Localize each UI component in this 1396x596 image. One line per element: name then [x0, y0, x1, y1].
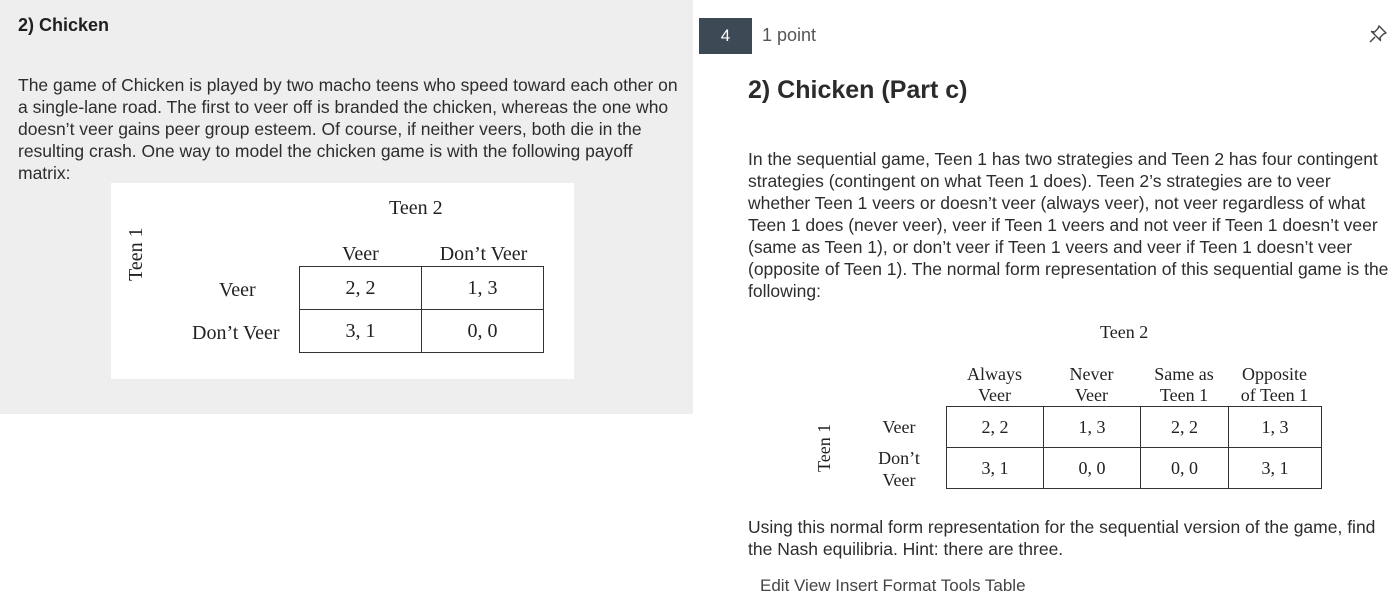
- table-row: [300, 267, 544, 310]
- row-header: Don’t Veer: [878, 448, 920, 490]
- payoff-matrix-image: [111, 183, 574, 379]
- editor-menubar[interactable]: Edit View Insert Format Tools Table: [760, 576, 1026, 595]
- table-row: [947, 448, 1322, 489]
- payoff-cell: 0, 0: [422, 310, 544, 353]
- payoff-table: [299, 266, 544, 353]
- row-player-label: Teen 1: [125, 227, 147, 281]
- table-row: [300, 310, 544, 353]
- left-title: 2) Chicken: [18, 15, 110, 35]
- question-paragraph: In the sequential game, Teen 1 has two strategies and Teen 2 has four contingent strategies (contingent on what Teen 1 does). Teen 2’s strategies are to veer whether Teen 1 veers or doesn’t veer (always veer), not veer regardless of what Teen 1 does (never veer), veer if Teen 1 veers and not veer if Teen 1 doesn’t veer (same as Teen 1), or don’t veer if Teen 1 veers and veer if Teen 1 doesn’t veer (opposite of Teen 1). The normal form representation of this sequential game is the following:: [748, 149, 1389, 301]
- question-points: 1 point: [762, 25, 817, 45]
- left-paragraph: The game of Chicken is played by two macho teens who speed toward each other on a single-lane road. The first to veer off is branded the chicken, whereas the one who doesn’t veer gains peer group esteem. Of course, if neither veers, both die in the resulting crash. One way to model the chicken game is with the following payoff matrix:: [18, 75, 678, 183]
- payoff-cell: 2, 2: [1141, 407, 1229, 448]
- payoff-cell: 3, 1: [300, 310, 422, 353]
- payoff-cell: 1, 3: [1229, 407, 1322, 448]
- pin-icon[interactable]: [1368, 24, 1388, 44]
- col-header: Veer: [342, 243, 379, 265]
- question-footer: Using this normal form representation for the sequential version of the game, find the Nash equilibria. Hint: there are three.: [748, 517, 1376, 559]
- payoff-cell: 0, 0: [1141, 448, 1229, 489]
- col-header: Same as Teen 1: [1154, 364, 1214, 405]
- col-header: Never Veer: [1069, 364, 1114, 405]
- payoff-cell: 3, 1: [947, 448, 1044, 489]
- question-title: 2) Chicken (Part c): [748, 76, 968, 104]
- payoff-cell: 2, 2: [300, 267, 422, 310]
- row-header: Veer: [219, 279, 256, 301]
- question-number-badge: 4: [699, 18, 752, 54]
- row-header: Veer: [882, 417, 916, 437]
- col-player-label: Teen 2: [389, 197, 443, 219]
- col-player-label: Teen 2: [1100, 322, 1149, 342]
- payoff-cell: 2, 2: [947, 407, 1044, 448]
- row-header: Don’t Veer: [192, 322, 280, 344]
- payoff-cell: 3, 1: [1229, 448, 1322, 489]
- payoff-cell: 0, 0: [1044, 448, 1141, 489]
- table-row: [947, 407, 1322, 448]
- col-header: Don’t Veer: [439, 243, 528, 265]
- payoff-cell: 1, 3: [422, 267, 544, 310]
- row-player-label: Teen 1: [814, 423, 834, 472]
- col-header: Always Veer: [967, 364, 1022, 405]
- col-header: Opposite of Teen 1: [1240, 364, 1309, 405]
- left-reference-panel: [0, 0, 693, 414]
- payoff-cell: 1, 3: [1044, 407, 1141, 448]
- normal-form-table: [946, 406, 1322, 489]
